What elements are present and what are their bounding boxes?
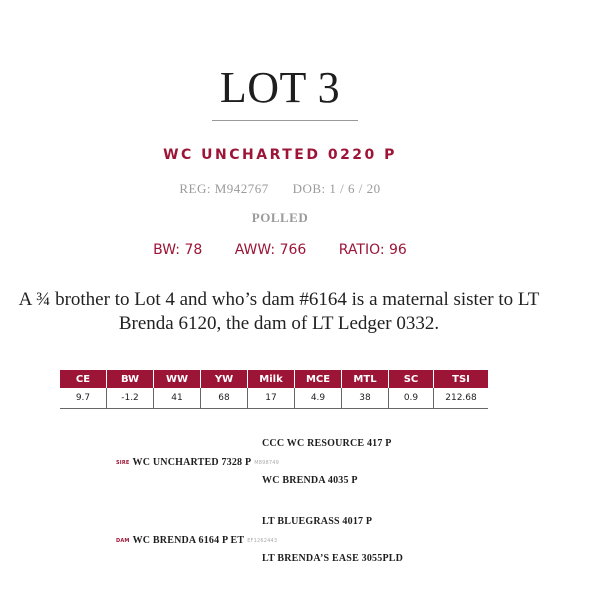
epd-value-tsi: 212.68 <box>434 388 489 409</box>
epd-value-milk: 17 <box>248 388 295 409</box>
epd-value-sc: 0.9 <box>389 388 434 409</box>
epd-value-bw: -1.2 <box>107 388 154 409</box>
lot-description: A ¾ brother to Lot 4 and who’s dam #6164 is a maternal sister to LT Brenda 6120, the dam of LT Ledger 0332. <box>18 289 540 334</box>
animal-name: WC UNCHARTED 0220 P <box>163 147 397 163</box>
pedigree-dam-sire: LT BLUEGRASS 4017 P <box>262 516 373 527</box>
epd-header-row <box>60 370 488 388</box>
epd-value-ww: 41 <box>154 388 201 409</box>
epd-value-ce: 9.7 <box>75 393 91 403</box>
epd-header-milk: Milk <box>248 370 295 388</box>
birth-weight: BW: 78 <box>153 242 203 258</box>
pedigree-dam <box>116 535 277 546</box>
epd-header-ww: WW <box>154 370 201 388</box>
epd-header-mce: MCE <box>295 370 342 388</box>
epd-value-mtl: 38 <box>342 388 389 409</box>
epd-header-bw: BW <box>107 370 154 388</box>
pedigree-sire-dam: WC BRENDA 4035 P <box>262 475 358 486</box>
epd-header-mtl: MTL <box>342 370 389 388</box>
lot-title: LOT 3 <box>219 63 341 112</box>
dam-label: DAM <box>116 537 130 544</box>
sire-label: SIRE <box>116 459 130 466</box>
date-of-birth: DOB: 1 / 6 / 20 <box>292 181 381 196</box>
sire-name: WC UNCHARTED 7328 P <box>132 457 252 468</box>
epd-value-row <box>60 388 488 409</box>
polled-label: POLLED <box>251 210 309 225</box>
epd-value-mce: 4.9 <box>295 388 342 409</box>
epd-header-tsi: TSI <box>434 370 489 388</box>
epd-header-yw: YW <box>201 370 248 388</box>
epd-header-ce: CE <box>60 370 107 388</box>
registration-number: REG: M942767 <box>179 181 269 196</box>
performance-stats <box>0 242 560 258</box>
sire-registration: M898749 <box>254 459 280 466</box>
dam-registration: EF1262443 <box>247 537 278 544</box>
adjusted-weaning-weight: AWW: 766 <box>234 242 307 258</box>
registration-line <box>0 181 560 197</box>
pedigree-sire-sire: CCC WC RESOURCE 417 P <box>262 438 392 449</box>
epd-value-yw: 68 <box>201 388 248 409</box>
dam-name: WC BRENDA 6164 P ET <box>132 535 245 546</box>
title-divider <box>212 120 358 121</box>
pedigree-dam-dam: LT BRENDA’S EASE 3055PLD <box>262 553 404 564</box>
epd-table <box>60 370 488 409</box>
pedigree-sire <box>116 457 279 468</box>
weaning-ratio: RATIO: 96 <box>338 242 407 258</box>
epd-header-sc: SC <box>389 370 434 388</box>
